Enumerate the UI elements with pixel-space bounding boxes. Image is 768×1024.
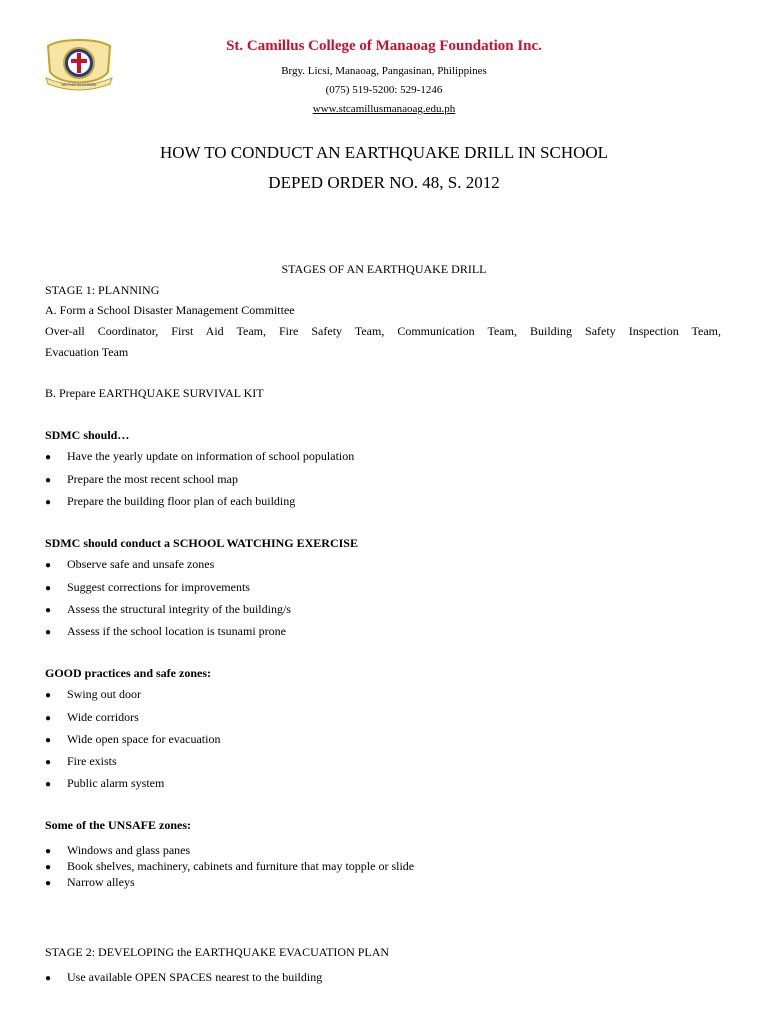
list-item: ● Swing out door (45, 687, 142, 701)
bullet-icon: ● (45, 862, 52, 873)
institution-address: Brgy. Licsi, Manaoag, Pangasinan, Philippines (281, 65, 487, 77)
institution-website-link[interactable]: www.stcamillusmanaoag.edu.ph (312, 103, 456, 115)
bullet-icon: ● (45, 846, 52, 857)
bullet-icon: ● (45, 583, 52, 594)
committee-heading: A. Form a School Disaster Management Committee (45, 303, 295, 317)
list-item: ● Observe safe and unsafe zones (45, 557, 215, 571)
stages-heading: STAGES OF AN EARTHQUAKE DRILL (281, 262, 487, 276)
bullet-icon: ● (45, 690, 52, 701)
bullet-icon: ● (45, 627, 52, 638)
stage1-heading: STAGE 1: PLANNING (45, 283, 160, 297)
list-item: ● Prepare the most recent school map (45, 472, 238, 486)
sdmc-should-heading: SDMC should… (45, 428, 130, 442)
list-item: ● Wide open space for evacuation (45, 732, 221, 746)
good-practices-heading: GOOD practices and safe zones: (45, 666, 211, 680)
list-item: ● Use available OPEN SPACES nearest to the building (45, 970, 323, 984)
list-item: ● Wide corridors (45, 710, 139, 724)
svg-text:MOTUS IN DOMINI: MOTUS IN DOMINI (61, 82, 97, 87)
list-item: ● Public alarm system (45, 776, 165, 790)
list-item: ● Have the yearly update on information of school population (45, 449, 355, 463)
institution-phone: (075) 519-5200: 529-1246 (325, 84, 443, 96)
bullet-icon: ● (45, 757, 52, 768)
list-item: ● Windows and glass panes (45, 843, 191, 857)
list-item: ● Prepare the building floor plan of each building (45, 494, 296, 508)
bullet-icon: ● (45, 973, 52, 984)
bullet-icon: ● (45, 779, 52, 790)
unsafe-zones-heading: Some of the UNSAFE zones: (45, 818, 191, 832)
bullet-icon: ● (45, 713, 52, 724)
bullet-icon: ● (45, 878, 52, 889)
list-item: ● Assess if the school location is tsunami prone (45, 624, 286, 638)
bullet-icon: ● (45, 735, 52, 746)
document-title: HOW TO CONDUCT AN EARTHQUAKE DRILL IN SCHOOL (159, 143, 609, 162)
bullet-icon: ● (45, 560, 52, 571)
bullet-icon: ● (45, 452, 52, 463)
watching-exercise-heading: SDMC should conduct a SCHOOL WATCHING EXERCISE (45, 536, 358, 550)
list-item: ● Suggest corrections for improvements (45, 580, 250, 594)
committee-list-line2: Evacuation Team (45, 345, 129, 359)
bullet-icon: ● (45, 497, 52, 508)
bullet-icon: ● (45, 605, 52, 616)
committee-list-line1: Over-all Coordinator, First Aid Team, Fire Safety Team, Communication Team, Building Safety Inspection Team, (45, 324, 721, 338)
stage2-heading: STAGE 2: DEVELOPING the EARTHQUAKE EVACUATION PLAN (45, 945, 390, 959)
list-item: ● Book shelves, machinery, cabinets and furniture that may topple or slide (45, 859, 415, 873)
bullet-icon: ● (45, 475, 52, 486)
list-item: ● Narrow alleys (45, 875, 135, 889)
list-item: ● Assess the structural integrity of the building/s (45, 602, 291, 616)
document-subtitle: DEPED ORDER NO. 48, S. 2012 (268, 173, 500, 192)
survival-kit-heading: B. Prepare EARTHQUAKE SURVIVAL KIT (45, 386, 264, 400)
list-item: ● Fire exists (45, 754, 117, 768)
institution-name: St. Camillus College of Manaoag Foundation Inc. (226, 38, 542, 54)
